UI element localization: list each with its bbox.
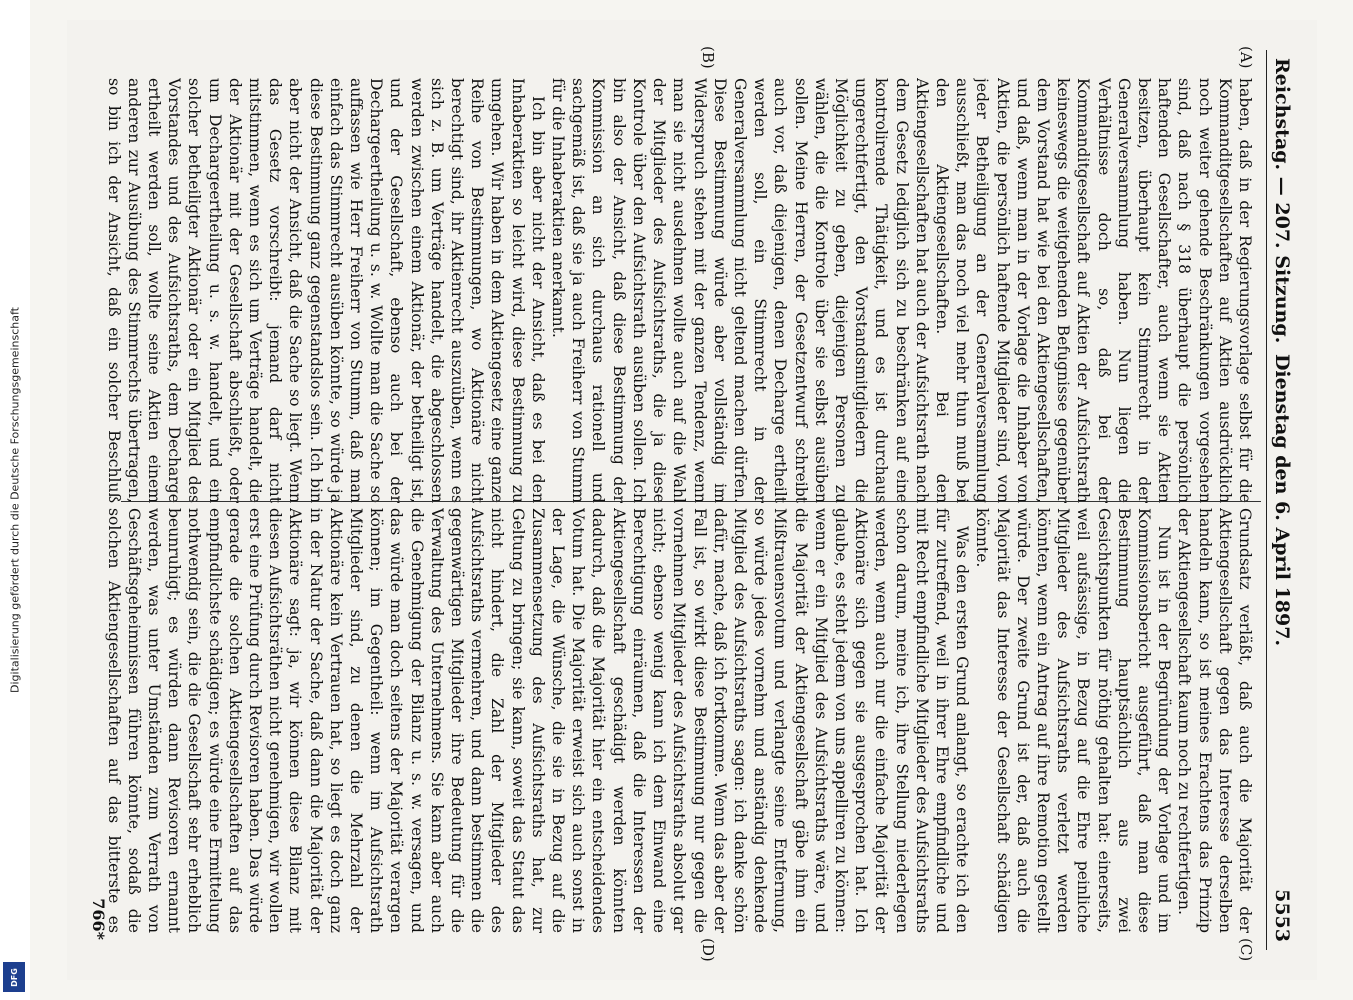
dfg-logo: DFG (3, 962, 25, 992)
right-text-column (105, 508, 1255, 933)
margin-marker-b: (B) (698, 46, 717, 69)
paragraph: Ich bin aber nicht der Ansicht, daß es bei den Inhaberaktien so leicht wird, diese Bestimmung zu umgehen. Wir haben in dem Aktiengesetz eine ganze Reihe von Bestimmungen, wo Aktionäre nicht berechtigt sind, ihr Aktienrecht auszuüben, wenn es sich z. B. um Verträge handelt, die abgeschlossen werden zwischen einem Aktionär, der betheiligt ist, und der Gesellschaft, ebenso auch bei der Dechargeertheilung u. s. w. Wollte man die Sache so auffassen wie Herr Freiherr von Stumm, daß man einfach das Stimmrecht ausüben könnte, so würde ja diese Bestimmung ganz gegenstandslos sein. Ich bin aber nicht der Ansicht, daß die Sache so liegt. Wenn das Gesetz vorschreibt: jemand darf nicht mitstimmen, wenn es sich um Verträge handelt, die der Aktionär mit der Gesellschaft abschließt, oder um Dechargeertheilung u. s. w. handelt, und ein solcher betheiligter Aktionär oder ein Mitglied des Vorstandes und des Aufsichtsraths, dem Decharge ertheilt werden soll, wollte seine Aktien einem anderen zur Ausübung des Stimmrechts übertragen, so bin ich der Ansicht, daß ein solcher Beschluß (104, 78, 547, 503)
digitization-credit-strip (0, 0, 30, 1000)
scanned-page-area (30, 0, 1353, 1000)
sheet-signature: 766* (88, 898, 108, 940)
column-divider (121, 501, 1261, 502)
paragraph: Was den ersten Grund anlangt, so erachte ich den für zutreffend, weil in ihrer Ehre empfindliche und mit Recht empfindliche Mitglieder des Aufsichtsraths schon darum, meine ich, ihre Stellung niederlegen werden, wenn auch nur die einfache Majorität der Aktionäre sich gegen sie ausgesprochen hat. Ich glaube, es steht jedem von uns appelliren zu können: wenn er ein Mitglied des Aufsichtsraths wäre, und die Majorität der Aktiengesellschaft gäbe ihm ein Mißtrauensvotum und verlangte seine Entfernung, so würde jedes vornehm und anständig denkende Mitglied des Aufsichtsraths sagen: ich danke schön dafür, mache, daß ich fortkomme. Wenn das aber der Fall ist, so wirkt diese Bestimmung nur gegen die vornehmen Mitglieder des Aufsichtsraths absolut gar nicht; ebenso wenig kann ich dem Einwand eine Berechtigung einräumen, daß die Interessen der Aktiengesellschaft geschädigt werden könnten dadurch, daß die Majorität hier ein entscheidendes Votum hat. Die Majorität erweist sich auch sonst in der Lage, die Wünsche, die sie in Bezug auf die Zusammensetzung des Aufsichtsraths hat, zur Geltung zu bringen; sie kann, soweit das Statut das nicht hindert, die Zahl der Mitglieder des Aufsichtsraths vermehren, und dann bestimmen die gegenwärtigen Mitglieder ihre Bedeutung für die Verwaltung des Unternehmens. Sie kann aber auch die Genehmigung der Bilanz u. s. w. versagen, und das würde man doch seitens der Majorität verargen können; im Gegentheil: wenn im Aufsichtsrath Mitglieder sind, zu denen die Mehrzahl der Aktionäre kein Vertrauen hat, so liegt es doch ganz in der Natur der Sache, daß dann die Majorität der Aktionäre sagt: ja, wir können diese Bilanz mit diesen Aufsichtsräthen nicht genehmigen, wir wollen erst eine Prüfung durch Revisoren haben. Das würde gerade die solchen Aktiengesellschaften auf das empfindlichste schädigen; es würde eine Ermittelung nothwendig sein, die die Gesellschaft sehr erheblich beunruhigt; es würden dann Revisoren ernannt werden, was unter Umständen zum Verrath von Geschäftsgeheimnissen führen könnte, sodaß die solchen Aktiengesellschaften auf das bitterste es (104, 508, 971, 933)
paragraph: Nun ist in der Begründung der Vorlage und im Kommissionsbericht ausgeführt, daß man diese Bestimmung hauptsächlich aus zwei Gesichtspunkten für nöthig gehalten hat: einerseits, weil aufsässige, in Bezug auf die Ehre peinliche Mitglieder des Aufsichtsraths verletzt werden könnten, wenn ein Antrag auf ihre Remotion gestellt würde. Der zweite Grund ist der, daß auch die Majorität das Interesse der Gesellschaft schädigen könnte. (972, 508, 1173, 933)
left-text-column (105, 78, 1255, 503)
paragraph: haben, daß in der Regierungsvorlage selbst für die Kommanditgesellschaften auf Aktien ausdrücklich noch weiter gehende Beschränkungen vorgesehen sind, daß nach § 318 überhaupt die persönlich haftenden Gesellschafter, auch wenn sie Aktien besitzen, überhaupt kein Stimmrecht in der Generalversammlung haben. Nun liegen die Verhältnisse doch so, daß bei der Kommanditgesellschaft auf Aktien der Aufsichtsrath keineswegs die weitgehenden Befugnisse gegenüber dem Vorstand hat wie bei den Aktiengesellschaften, und daß, wenn man in der Vorlage die Inhaber von Aktien, die persönlich haftende Mitglieder sind, von jeder Betheiligung an der Generalversammlung ausschließt, man das noch viel mehr thun muß bei den Aktiengesellschaften. Bei den Aktiengesellschaften hat auch der Aufsichtsrath nach dem Gesetz lediglich sich zu beschränken auf eine kontrolirende Thätigkeit, und es ist durchaus ungerechtfertigt, den Vorstandsmitgliedern die Möglichkeit zu geben, diejenigen Personen zu wählen, die die Kontrole über sie selbst ausüben sollen. Meine Herren, der Gesetzentwurf schreibt auch vor, daß diejenigen, denen Decharge ertheilt werden soll, ein Stimmrecht in der Generalversammlung nicht geltend machen dürfen. Diese Bestimmung würde aber vollständig im Widerspruch stehen mit der ganzen Tendenz, wenn man sie nicht ausdehnen wollte auch auf die Wahl der Mitglieder des Aufsichtsraths, die ja diese Kontrole über den Aufsichtsrath ausüben sollen. Ich bin also der Ansicht, daß diese Bestimmung der Kommission an sich durchaus rationell und sachgemäß ist, daß sie ja auch Freiherr von Stumm für die Inhaberaktien anerkannt. (548, 78, 1254, 503)
digitization-credit-text: Digitalisierung gefördert durch die Deutsche Forschungsgemeinschaft (8, 307, 22, 693)
document-page (67, 20, 1317, 980)
paragraph: Grundsatz verläßt, daß auch die Majorität der Aktiengesellschaft gegen das Interesse derselben handeln kann, so ist meines Erachtens das Prinzip der Aktiengesellschaft kaum noch zu rechtfertigen. (1174, 508, 1254, 933)
page-number: 5553 (1270, 889, 1293, 942)
header-date: Dienstag den 6. April 1897. (1270, 353, 1293, 647)
margin-marker-a: (A) (1236, 46, 1255, 69)
margin-marker-d: (D) (698, 938, 717, 962)
page-header (1266, 50, 1295, 950)
margin-marker-c: (C) (1236, 938, 1255, 962)
header-session: Reichstag. — 207. Sitzung. (1270, 58, 1293, 344)
